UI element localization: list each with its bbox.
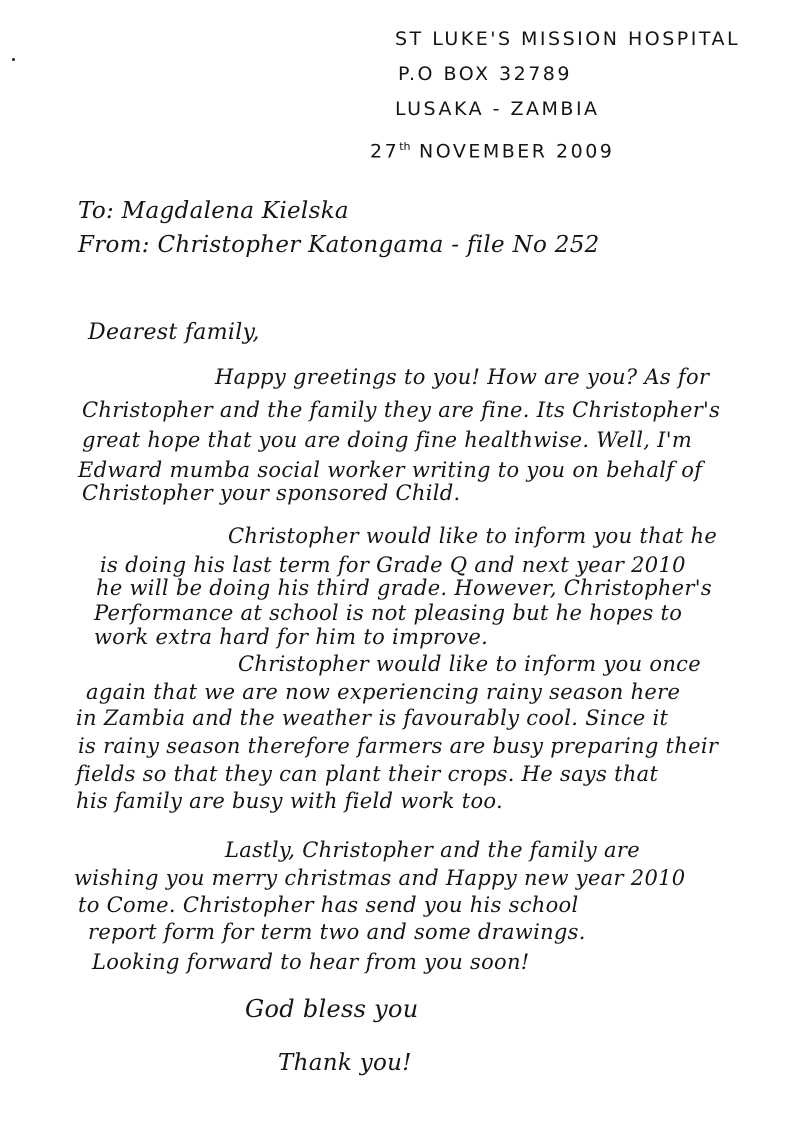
letter-line: his family are busy with field work too. [76, 789, 503, 813]
date-month-year: NOVEMBER 2009 [419, 140, 615, 163]
letter-line: Happy greetings to you! How are you? As for [215, 365, 710, 389]
letter-line: report form for term two and some drawings. [88, 920, 586, 944]
letter-line: Edward mumba social worker writing to you on behalf of [78, 458, 703, 482]
letter-line: Looking forward to hear from you soon! [92, 950, 530, 974]
letter-line: Christopher would like to inform you that he [228, 524, 718, 548]
letter-line: Christopher and the family they are fine. Its Christopher's [82, 398, 721, 422]
closing-thanks: Thank you! [278, 1050, 412, 1076]
letter-line: great hope that you are doing fine healthwise. Well, I'm [82, 428, 693, 452]
date-day: 27 [370, 140, 400, 163]
letter-line: Performance at school is not pleasing but he hopes to [94, 601, 683, 625]
address-line-3: LUSAKA - ZAMBIA [395, 98, 600, 120]
letter-line: work extra hard for him to improve. [94, 625, 489, 649]
address-line-2: P.O BOX 32789 [398, 63, 572, 85]
letter-line: wishing you merry christmas and Happy new year 2010 [74, 866, 686, 890]
address-line-1: ST LUKE'S MISSION HOSPITAL [395, 28, 741, 50]
letter-line: is doing his last term for Grade Q and next year 2010 [100, 553, 686, 577]
letter-line: Christopher would like to inform you once [238, 652, 701, 676]
letter-date [370, 140, 614, 162]
letter-line: to Come. Christopher has send you his school [78, 893, 579, 917]
letter-line: Lastly, Christopher and the family are [225, 838, 640, 862]
letter-line: Christopher your sponsored Child. [82, 481, 461, 505]
sender-line: From: Christopher Katongama - file No 252 [78, 232, 600, 258]
letter-line: in Zambia and the weather is favourably cool. Since it [76, 706, 669, 730]
margin-mark [12, 58, 15, 61]
recipient-line: To: Magdalena Kielska [78, 198, 349, 224]
letter-line: again that we are now experiencing rainy season here [86, 680, 681, 704]
salutation: Dearest family, [88, 320, 260, 345]
letter-line: he will be doing his third grade. However, Christopher's [96, 576, 712, 600]
letter-line: fields so that they can plant their crops. He says that [76, 762, 659, 786]
letter-line: is rainy season therefore farmers are busy preparing their [78, 734, 719, 758]
date-suffix: th [399, 140, 411, 153]
closing-blessing: God bless you [245, 995, 419, 1023]
